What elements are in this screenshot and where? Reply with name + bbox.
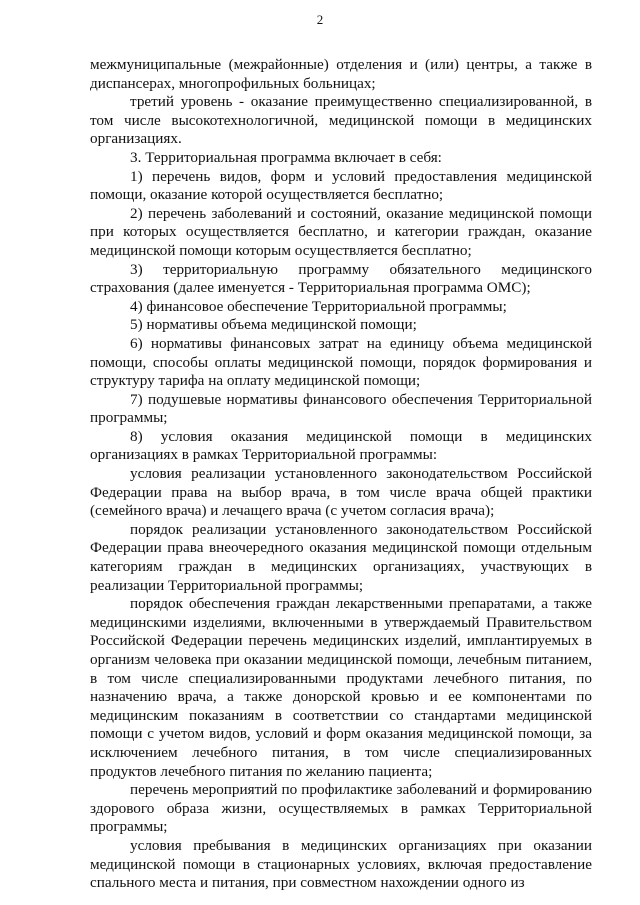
paragraph-third-level: третий уровень - оказание преимущественно специализированной, в том числе высокотехнологичной, медицинской помощи в медицинских организациях. <box>90 93 592 148</box>
list-item-6: 6) нормативы финансовых затрат на единицу объема медицинской помощи, способы оплаты медицинской помощи, порядок формирования и структуру тарифа на оплату медицинской помощи; <box>90 334 592 390</box>
list-item-5: 5) нормативы объема медицинской помощи; <box>130 316 417 334</box>
list-item-3: 3) территориальную программу обязательного медицинского страхования (далее именуется - Территориальная программа ОМС); <box>90 260 592 297</box>
list-item-2: 2) перечень заболеваний и состояний, оказание медицинской помощи при которых осуществляется бесплатно, и категории граждан, оказание медицинской помощи которым осуществляется бесплатно; <box>90 204 592 259</box>
condition-medicine-supply: порядок обеспечения граждан лекарственными препаратами, а также медицинскими изделиями, включенными в утверждаемый Правительством Российской Федерации перечень медицинских изделий, имплантируемых в организм человека при оказании медицинской помощи, лечебным питанием, в том числе специализированными продуктами лечебного питания, по назначению врача, а также донорской кровью и ее компонентами по медицинским показаниям в соответствии со стандартами медицинской помощи с учетом видов, условий и форм оказания медицинской помощи, за исключением лечебного питания, в том числе специализированных продуктов лечебного питания по желанию пациента; <box>90 595 592 780</box>
paragraph-section-3: 3. Территориальная программа включает в себя: <box>130 148 442 166</box>
condition-priority-care: порядок реализации установленного законодательством Российской Федерации права внеочередного оказания медицинской помощи отдельным категориям граждан в медицинских организациях, участвующих в реализации Территориальной программы; <box>90 520 592 594</box>
list-item-7: 7) подушевые нормативы финансового обеспечения Территориальной программы; <box>90 390 592 427</box>
condition-choice-of-doctor: условия реализации установленного законодательством Российской Федерации права на выбор врача, в том числе врача общей практики (семейного врача) и лечащего врача (с учетом согласия врача); <box>90 465 592 520</box>
list-item-1: 1) перечень видов, форм и условий предоставления медицинской помощи, оказание которой осуществляется бесплатно; <box>90 167 592 204</box>
paragraph-continuation: межмуниципальные (межрайонные) отделения и (или) центры, а также в диспансерах, многопрофильных больницах; <box>90 56 592 92</box>
condition-prevention-measures: перечень мероприятий по профилактике заболеваний и формированию здорового образа жизни, осуществляемых в рамках Территориальной программы; <box>90 781 592 836</box>
page-number: 2 <box>316 12 324 27</box>
document-body <box>90 56 592 893</box>
condition-inpatient-stay: условия пребывания в медицинских организациях при оказании медицинской помощи в стационарных условиях, включая предоставление спального места и питания, при совместном нахождении одного из <box>90 836 592 892</box>
list-item-4: 4) финансовое обеспечение Территориальной программы; <box>130 297 507 315</box>
list-item-8: 8) условия оказания медицинской помощи в медицинских организациях в рамках Территориальной программы: <box>90 427 592 464</box>
